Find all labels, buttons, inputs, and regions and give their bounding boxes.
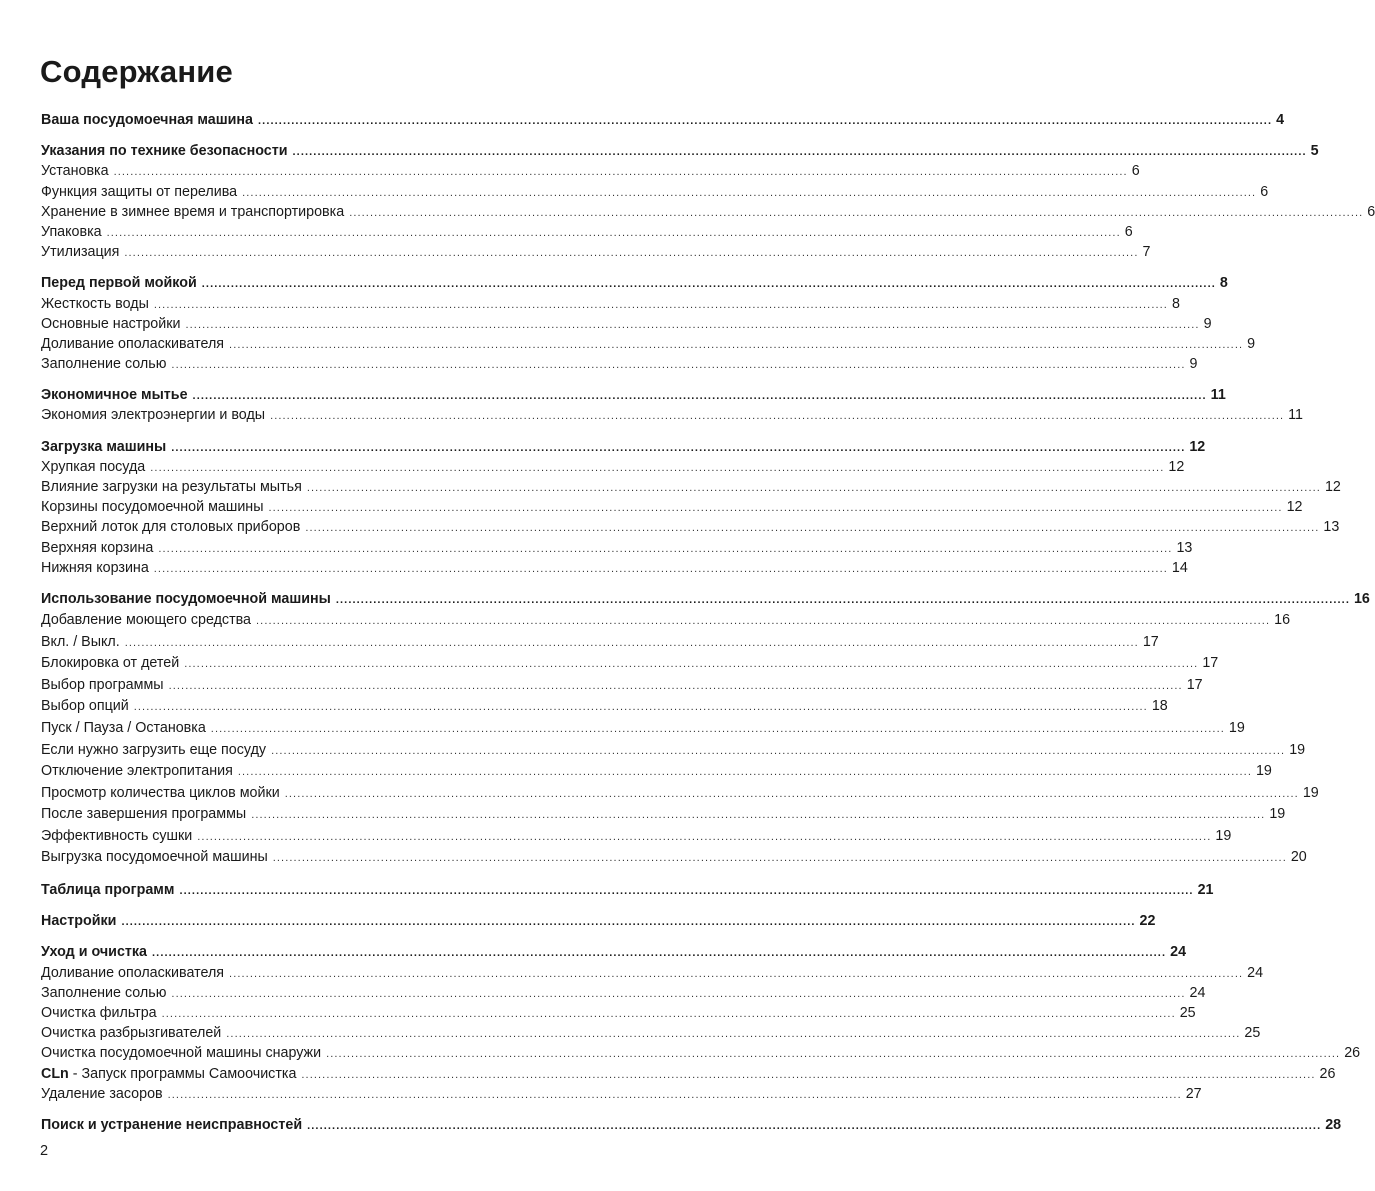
toc-page-number: 25	[1179, 1005, 1196, 1021]
toc-entry-text: Заполнение солью	[41, 356, 167, 373]
toc-entry-text: Жесткость воды	[41, 295, 149, 312]
toc-page-number: 19	[1269, 806, 1286, 823]
toc-section	[41, 141, 1375, 262]
dot-leader: ....................................................................................................................................................................................................................................................	[124, 247, 1139, 260]
toc-entry[interactable]	[41, 405, 1304, 425]
toc-section-heading[interactable]	[41, 273, 1228, 293]
toc-entry-text: Влияние загрузки на результаты мытья	[41, 479, 302, 495]
toc-entry-label	[41, 477, 302, 497]
toc-entry-text: Заполнение солью	[41, 984, 167, 1001]
toc-page-number: 12	[1286, 499, 1303, 516]
toc-entry-label	[41, 497, 263, 517]
toc-entry[interactable]	[41, 161, 1140, 181]
toc-entry[interactable]	[41, 740, 1306, 762]
toc-entry-label	[41, 740, 266, 760]
toc-page-number: 11	[1288, 407, 1304, 424]
toc-entry[interactable]	[41, 761, 1272, 783]
toc-section	[41, 110, 1285, 130]
toc-page-number: 24	[1170, 944, 1187, 961]
toc-entry-text: Таблица программ	[41, 882, 175, 899]
toc-entry-label	[41, 294, 149, 314]
toc-entry[interactable]	[41, 963, 1264, 983]
toc-entry-text: Функция защиты от перелива	[41, 183, 238, 200]
toc-entry-text: Перед первой мойкой	[41, 275, 197, 292]
toc-page-number: 19	[1255, 763, 1272, 780]
toc-section-heading[interactable]	[41, 110, 1285, 130]
dot-leader: ....................................................................................................................................................................................................................................................	[229, 338, 1244, 351]
toc-entry-text: Уход и очистка	[41, 944, 148, 961]
toc-page-number: 17	[1186, 676, 1203, 693]
dot-leader: ....................................................................................................................................................................................................................................................	[171, 441, 1186, 454]
toc-entry-label	[41, 696, 129, 716]
dot-leader: ....................................................................................................................................................................................................................................................	[192, 390, 1207, 403]
toc-section	[41, 589, 1370, 869]
toc-page-number: 18	[1151, 698, 1168, 715]
toc-entry[interactable]	[41, 1084, 1202, 1104]
toc-entry-text: Загрузка машины	[41, 438, 167, 455]
toc-page-number: 26	[1319, 1065, 1336, 1082]
toc-entry-label	[41, 1023, 221, 1043]
toc-entry[interactable]	[41, 804, 1286, 826]
toc-page-number: 24	[1189, 984, 1206, 1001]
toc-entry-label	[41, 783, 280, 803]
toc-entry-text: Очистка фильтра	[41, 1005, 157, 1021]
toc-section	[41, 911, 1156, 931]
toc-entry-label	[41, 589, 331, 609]
toc-page-number: 9	[1189, 356, 1198, 373]
toc-page-number: 14	[1171, 559, 1188, 576]
toc-entry-label	[41, 558, 149, 578]
toc-entry[interactable]	[41, 477, 1341, 497]
toc-entry-label	[41, 1115, 302, 1135]
toc-entry[interactable]	[41, 696, 1168, 718]
toc-entry-text: Установка	[41, 163, 109, 180]
toc-page-number: 28	[1325, 1116, 1342, 1133]
toc-entry-text: Хрупкая посуда	[41, 458, 146, 475]
toc-entry-label	[41, 610, 251, 630]
toc-section-heading[interactable]	[41, 437, 1206, 457]
toc-entry-label	[41, 182, 237, 202]
dot-leader: ....................................................................................................................................................................................................................................................	[201, 278, 1216, 291]
toc-entry-text: Выбор опций	[41, 698, 129, 715]
toc-entry-label	[41, 847, 268, 867]
toc-entry-label	[41, 1043, 321, 1063]
toc-entry[interactable]	[41, 294, 1180, 314]
toc-entry-text: Эффективность сушки	[41, 827, 193, 844]
toc-entry-label	[41, 273, 197, 293]
toc-page-number: 13	[1323, 519, 1340, 536]
toc-page-number: 4	[1276, 112, 1285, 128]
page-title: Содержание	[40, 54, 233, 89]
toc-page-number: 6	[1131, 163, 1140, 180]
dot-leader: ....................................................................................................................................................................................................................................................	[305, 522, 1320, 535]
toc-page-number: 27	[1185, 1085, 1202, 1102]
toc-entry-text: Ваша посудомоечная машина	[41, 112, 254, 128]
toc-entry-text: Настройки	[41, 913, 117, 930]
toc-entry-text: Доливание ополаскивателя	[41, 335, 225, 352]
dot-leader: ....................................................................................................................................................................................................................................................	[258, 115, 1273, 127]
toc-page-number: 25	[1244, 1025, 1261, 1042]
toc-entry-label	[41, 437, 166, 457]
toc-entry-label	[41, 538, 153, 558]
toc-entry-label	[41, 1084, 163, 1104]
dot-leader: ....................................................................................................................................................................................................................................................	[161, 1008, 1176, 1020]
dot-leader: ....................................................................................................................................................................................................................................................	[121, 916, 1136, 929]
toc-section	[41, 942, 1361, 1104]
toc-page-number: 13	[1176, 539, 1193, 556]
toc-entry-text: Поиск и устранение неисправностей	[41, 1116, 303, 1133]
toc-entry-text: - Запуск программы Самоочистка	[72, 1065, 297, 1082]
toc-entry-label	[41, 242, 119, 262]
dot-leader: ....................................................................................................................................................................................................................................................	[179, 885, 1194, 898]
toc-page-number: 24	[1247, 964, 1264, 981]
dot-leader: ....................................................................................................................................................................................................................................................	[326, 1048, 1341, 1061]
toc-entry-text: Выбор программы	[41, 676, 164, 693]
toc-entry[interactable]	[41, 1003, 1196, 1023]
toc-entry-text: Верхняя корзина	[41, 539, 154, 556]
toc-entry[interactable]	[41, 983, 1206, 1003]
toc-entry-text: Упаковка	[41, 223, 102, 240]
toc-page-number: 19	[1228, 719, 1245, 736]
toc-entry[interactable]	[41, 1043, 1361, 1063]
toc-entry-label	[41, 385, 188, 405]
toc-page-number: 6	[1260, 183, 1269, 200]
toc-entry-text: Использование посудомоечной машины	[41, 590, 331, 607]
dot-leader: ....................................................................................................................................................................................................................................................	[272, 852, 1287, 865]
toc-entry-text: Удаление засоров	[41, 1085, 163, 1102]
toc-entry-text: Экономичное мытье	[41, 387, 188, 404]
toc-entry-text: Вкл. / Выкл.	[41, 633, 120, 650]
toc-section-heading[interactable]	[41, 1115, 1342, 1135]
toc-entry-label	[41, 942, 147, 962]
toc-entry-text: Основные настройки	[41, 315, 181, 332]
toc-entry[interactable]	[41, 242, 1151, 262]
toc-entry[interactable]	[41, 538, 1193, 558]
toc-entry[interactable]	[41, 675, 1203, 697]
toc-entry-text: Верхний лоток для столовых приборов	[41, 519, 301, 536]
toc-entry[interactable]	[41, 314, 1212, 334]
toc-entry-text: Если нужно загрузить еще посуду	[41, 741, 267, 758]
toc-entry[interactable]	[41, 182, 1269, 202]
toc-entry-label	[41, 110, 253, 130]
dot-leader: ....................................................................................................................................................................................................................................................	[270, 410, 1285, 423]
dot-leader: ....................................................................................................................................................................................................................................................	[301, 1068, 1316, 1081]
toc-section	[41, 385, 1304, 425]
toc-entry[interactable]	[41, 1064, 1336, 1084]
dot-leader: ....................................................................................................................................................................................................................................................	[106, 226, 1121, 239]
dot-leader: ....................................................................................................................................................................................................................................................	[237, 766, 1252, 779]
toc-page-number: 17	[1142, 633, 1159, 650]
toc-page-number: 19	[1289, 741, 1306, 758]
toc-section-heading[interactable]	[41, 141, 1319, 161]
toc-entry-text: Блокировка от детей	[41, 655, 180, 672]
toc-page-number: 22	[1139, 913, 1156, 930]
toc-section-heading[interactable]	[41, 589, 1370, 610]
dot-leader: ....................................................................................................................................................................................................................................................	[184, 658, 1199, 671]
toc-entry[interactable]	[41, 826, 1232, 848]
toc-page-number: 17	[1202, 655, 1219, 672]
toc-entry-text: Нижняя корзина	[41, 559, 149, 576]
toc-entry-label	[41, 517, 300, 537]
toc-page-number: 21	[1197, 882, 1214, 899]
toc-entry-label	[41, 1064, 296, 1084]
dot-leader: ....................................................................................................................................................................................................................................................	[171, 359, 1186, 372]
toc-entry[interactable]	[41, 354, 1198, 374]
toc-section-heading[interactable]	[41, 942, 1187, 962]
toc-page-number: 9	[1203, 315, 1212, 332]
dot-leader: ....................................................................................................................................................................................................................................................	[210, 722, 1225, 735]
dot-leader: ....................................................................................................................................................................................................................................................	[158, 542, 1173, 555]
toc-page-number: 6	[1367, 203, 1375, 220]
toc-page-number: 11	[1210, 387, 1226, 404]
toc-entry[interactable]	[41, 718, 1245, 740]
toc-entry[interactable]	[41, 783, 1319, 805]
toc-entry-text: Пуск / Пауза / Остановка	[41, 719, 206, 736]
toc-entry-label	[41, 405, 265, 425]
toc-entry[interactable]	[41, 558, 1188, 578]
dot-leader: ....................................................................................................................................................................................................................................................	[271, 744, 1286, 757]
toc-entry-text: Экономия электроэнергии и воды	[41, 407, 266, 424]
toc-entry-label	[41, 675, 164, 695]
toc-entry-label	[41, 632, 120, 652]
dot-leader: ....................................................................................................................................................................................................................................................	[150, 461, 1165, 474]
dot-leader: ....................................................................................................................................................................................................................................................	[229, 967, 1244, 980]
dot-leader: ....................................................................................................................................................................................................................................................	[171, 987, 1186, 1000]
toc-entry-text: Хранение в зимнее время и транспортировка	[41, 203, 345, 220]
toc-page-number: 16	[1274, 611, 1291, 628]
dot-leader: ....................................................................................................................................................................................................................................................	[124, 636, 1139, 649]
toc-entry-label	[41, 222, 102, 242]
dot-leader: ....................................................................................................................................................................................................................................................	[185, 318, 1200, 331]
toc-entry-label	[41, 653, 179, 673]
dot-leader: ....................................................................................................................................................................................................................................................	[242, 186, 1257, 199]
toc-entry-label	[41, 963, 224, 983]
toc-page-number: 7	[1142, 244, 1151, 261]
toc-entry-label	[41, 202, 344, 222]
toc-page-number: 26	[1344, 1045, 1361, 1062]
toc-entry-label	[41, 314, 180, 334]
toc-page-number: 12	[1189, 438, 1206, 455]
toc-entry[interactable]	[41, 497, 1303, 517]
toc-entry-label	[41, 911, 116, 931]
dot-leader: ....................................................................................................................................................................................................................................................	[153, 298, 1168, 311]
toc-section-heading[interactable]	[41, 911, 1156, 931]
toc-entry-label	[41, 334, 224, 354]
toc-entry[interactable]	[41, 517, 1340, 537]
dot-leader: ....................................................................................................................................................................................................................................................	[197, 830, 1212, 843]
toc-section	[41, 880, 1214, 900]
toc-page-number: 6	[1124, 223, 1133, 240]
toc-entry-label	[41, 1003, 157, 1023]
toc-page-number: 19	[1302, 784, 1319, 801]
table-of-contents	[41, 110, 1375, 1146]
toc-page-number: 16	[1353, 590, 1370, 607]
toc-entry-text: Утилизация	[41, 244, 120, 261]
dot-leader: ....................................................................................................................................................................................................................................................	[167, 1088, 1182, 1101]
dot-leader: ....................................................................................................................................................................................................................................................	[284, 787, 1299, 800]
toc-entry-text: После завершения программы	[41, 806, 247, 823]
toc-entry-label	[41, 983, 166, 1003]
dot-leader: ....................................................................................................................................................................................................................................................	[168, 679, 1183, 692]
toc-entry-label	[41, 141, 288, 161]
toc-page-number: 9	[1247, 335, 1256, 352]
toc-entry[interactable]	[41, 202, 1375, 222]
toc-entry-text: Выгрузка посудомоечной машины	[41, 849, 268, 866]
toc-page-number: 12	[1324, 479, 1341, 495]
toc-entry-text: Указания по технике безопасности	[41, 143, 288, 160]
toc-section-heading[interactable]	[41, 880, 1214, 900]
toc-entry-code: CLn	[41, 1065, 69, 1082]
dot-leader: ....................................................................................................................................................................................................................................................	[153, 562, 1168, 575]
toc-entry-label	[41, 354, 166, 374]
toc-entry-label	[41, 761, 233, 781]
toc-entry[interactable]	[41, 847, 1307, 869]
toc-entry[interactable]	[41, 222, 1133, 242]
toc-entry-label	[41, 718, 206, 738]
toc-section	[41, 437, 1341, 578]
dot-leader: ....................................................................................................................................................................................................................................................	[226, 1028, 1241, 1041]
dot-leader: ....................................................................................................................................................................................................................................................	[268, 502, 1283, 515]
toc-entry[interactable]	[41, 632, 1159, 654]
dot-leader: ....................................................................................................................................................................................................................................................	[306, 482, 1321, 494]
toc-entry[interactable]	[41, 1023, 1261, 1043]
dot-leader: ....................................................................................................................................................................................................................................................	[307, 1119, 1322, 1132]
dot-leader: ....................................................................................................................................................................................................................................................	[292, 146, 1307, 159]
toc-entry-label	[41, 826, 192, 846]
toc-entry-label	[41, 880, 174, 900]
toc-entry[interactable]	[41, 610, 1291, 632]
toc-entry-label	[41, 457, 145, 477]
toc-page-number: 8	[1219, 275, 1228, 292]
dot-leader: ....................................................................................................................................................................................................................................................	[335, 593, 1350, 606]
dot-leader: ....................................................................................................................................................................................................................................................	[251, 809, 1266, 822]
toc-page-number: 12	[1168, 458, 1185, 475]
toc-page-number: 8	[1171, 295, 1180, 312]
toc-entry-label	[41, 804, 246, 824]
dot-leader: ....................................................................................................................................................................................................................................................	[113, 166, 1128, 179]
toc-page-number: 20	[1290, 849, 1307, 866]
toc-entry[interactable]	[41, 457, 1185, 477]
dot-leader: ....................................................................................................................................................................................................................................................	[133, 701, 1148, 714]
toc-page-number: 5	[1310, 143, 1319, 160]
toc-entry-text: Отключение электропитания	[41, 763, 233, 780]
toc-entry-text: Очистка посудомоечной машины снаружи	[41, 1045, 322, 1062]
toc-entry[interactable]	[41, 653, 1219, 675]
page-number: 2	[40, 1143, 49, 1159]
toc-entry-text: Корзины посудомоечной машины	[41, 499, 264, 516]
toc-entry-label	[41, 161, 109, 181]
dot-leader: ....................................................................................................................................................................................................................................................	[256, 614, 1271, 627]
toc-page-number: 19	[1215, 827, 1232, 844]
toc-section	[41, 1115, 1342, 1135]
dot-leader: ....................................................................................................................................................................................................................................................	[152, 947, 1167, 960]
toc-entry-text: Очистка разбрызгивателей	[41, 1025, 222, 1042]
toc-entry[interactable]	[41, 334, 1256, 354]
toc-section	[41, 273, 1256, 374]
toc-entry-text: Просмотр количества циклов мойки	[41, 784, 280, 801]
dot-leader: ....................................................................................................................................................................................................................................................	[349, 206, 1364, 219]
toc-section-heading[interactable]	[41, 385, 1226, 405]
toc-entry-text: Доливание ополаскивателя	[41, 964, 225, 981]
toc-entry-text: Добавление моющего средства	[41, 611, 252, 628]
